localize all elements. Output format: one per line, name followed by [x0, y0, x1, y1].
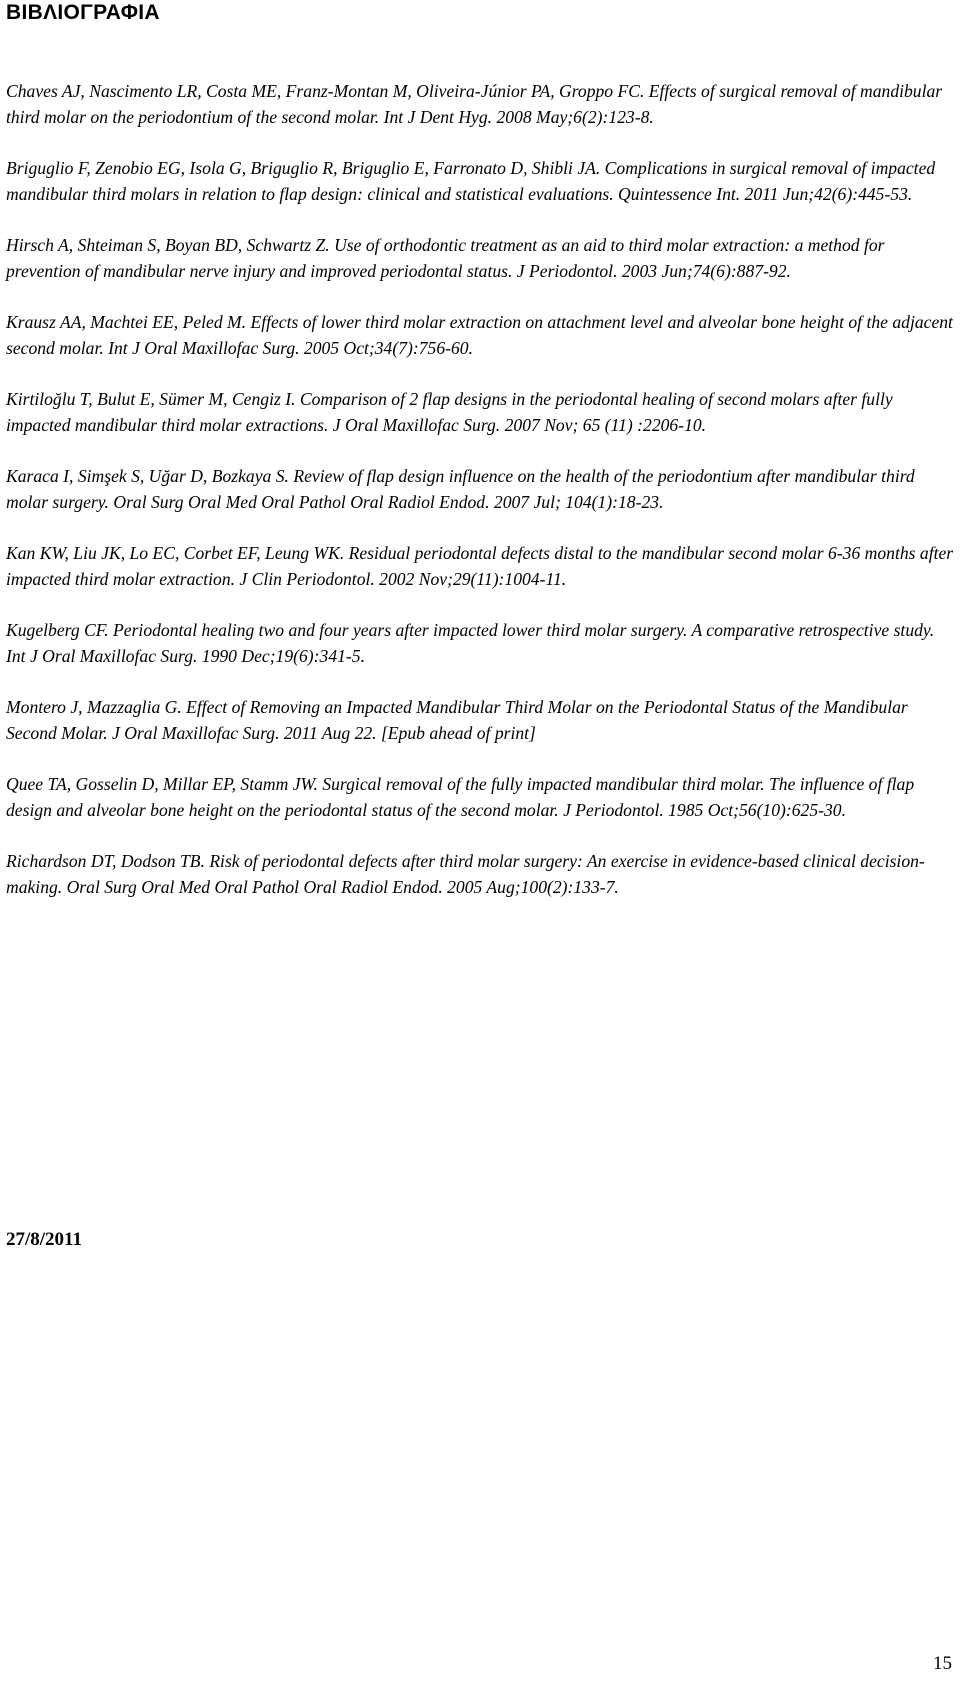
reference-item: Hirsch A, Shteiman S, Boyan BD, Schwartz Z. Use of orthodontic treatment as an aid to third molar extraction: a method for prevention of mandibular nerve injury and improved periodontal status. J Periodontol. 2003 Jun;74(6):887-92. [6, 235, 885, 281]
reference-item: Richardson DT, Dodson TB. Risk of periodontal defects after third molar surgery: An exercise in evidence-based clinical decision-making. Oral Surg Oral Med Oral Pathol Oral Radiol Endod. 2005 Aug;100(2):133-7. [6, 851, 925, 897]
reference-item: Chaves AJ, Nascimento LR, Costa ME, Franz-Montan M, Oliveira-Júnior PA, Groppo FC. Effects of surgical removal of mandibular third molar on the periodontium of the second molar. Int J Dent Hyg. 2008 May;6(2):123-8. [6, 81, 943, 127]
reference-item: Montero J, Mazzaglia G. Effect of Removing an Impacted Mandibular Third Molar on the Periodontal Status of the Mandibular Second Molar. J Oral Maxillofac Surg. 2011 Aug 22. [Epub ahead of print] [6, 697, 908, 743]
reference-item: Kugelberg CF. Periodontal healing two and four years after impacted lower third molar surgery. A comparative retrospective study. Int J Oral Maxillofac Surg. 1990 Dec;19(6):341-5. [6, 620, 935, 666]
reference-item: Kan KW, Liu JK, Lo EC, Corbet EF, Leung WK. Residual periodontal defects distal to the mandibular second molar 6-36 months after impacted third molar extraction. J Clin Periodontol. 2002 Nov;29(11):1004-11. [6, 543, 954, 589]
page-title: ΒΙΒΛΙΟΓΡΑΦΙΑ [6, 1, 160, 24]
reference-item: Briguglio F, Zenobio EG, Isola G, Briguglio R, Briguglio E, Farronato D, Shibli JA. Complications in surgical removal of impacted mandibular third molars in relation to flap design: clinical and statistical evaluations. Quintessence Int. 2011 Jun;42(6):445-53. [6, 158, 936, 204]
page-number: 15 [933, 1653, 952, 1674]
reference-item: Kirtiloğlu T, Bulut E, Sümer M, Cengiz I. Comparison of 2 flap designs in the periodontal healing of second molars after fully impacted mandibular third molar extractions. J Oral Maxillofac Surg. 2007 Nov; 65 (11) :2206-10. [6, 389, 893, 435]
reference-item: Karaca I, Simşek S, Uğar D, Bozkaya S. Review of flap design influence on the health of the periodontium after mandibular third molar surgery. Oral Surg Oral Med Oral Pathol Oral Radiol Endod. 2007 Jul; 104(1):18-23. [6, 466, 915, 512]
reference-list [6, 79, 956, 926]
reference-item: Quee TA, Gosselin D, Millar EP, Stamm JW. Surgical removal of the fully impacted mandibular third molar. The influence of flap design and alveolar bone height on the periodontal status of the second molar. J Periodontol. 1985 Oct;56(10):625-30. [6, 774, 915, 820]
reference-item: Krausz AA, Machtei EE, Peled M. Effects of lower third molar extraction on attachment level and alveolar bone height of the adjacent second molar. Int J Oral Maxillofac Surg. 2005 Oct;34(7):756-60. [6, 312, 953, 358]
document-date: 27/8/2011 [6, 1229, 83, 1250]
